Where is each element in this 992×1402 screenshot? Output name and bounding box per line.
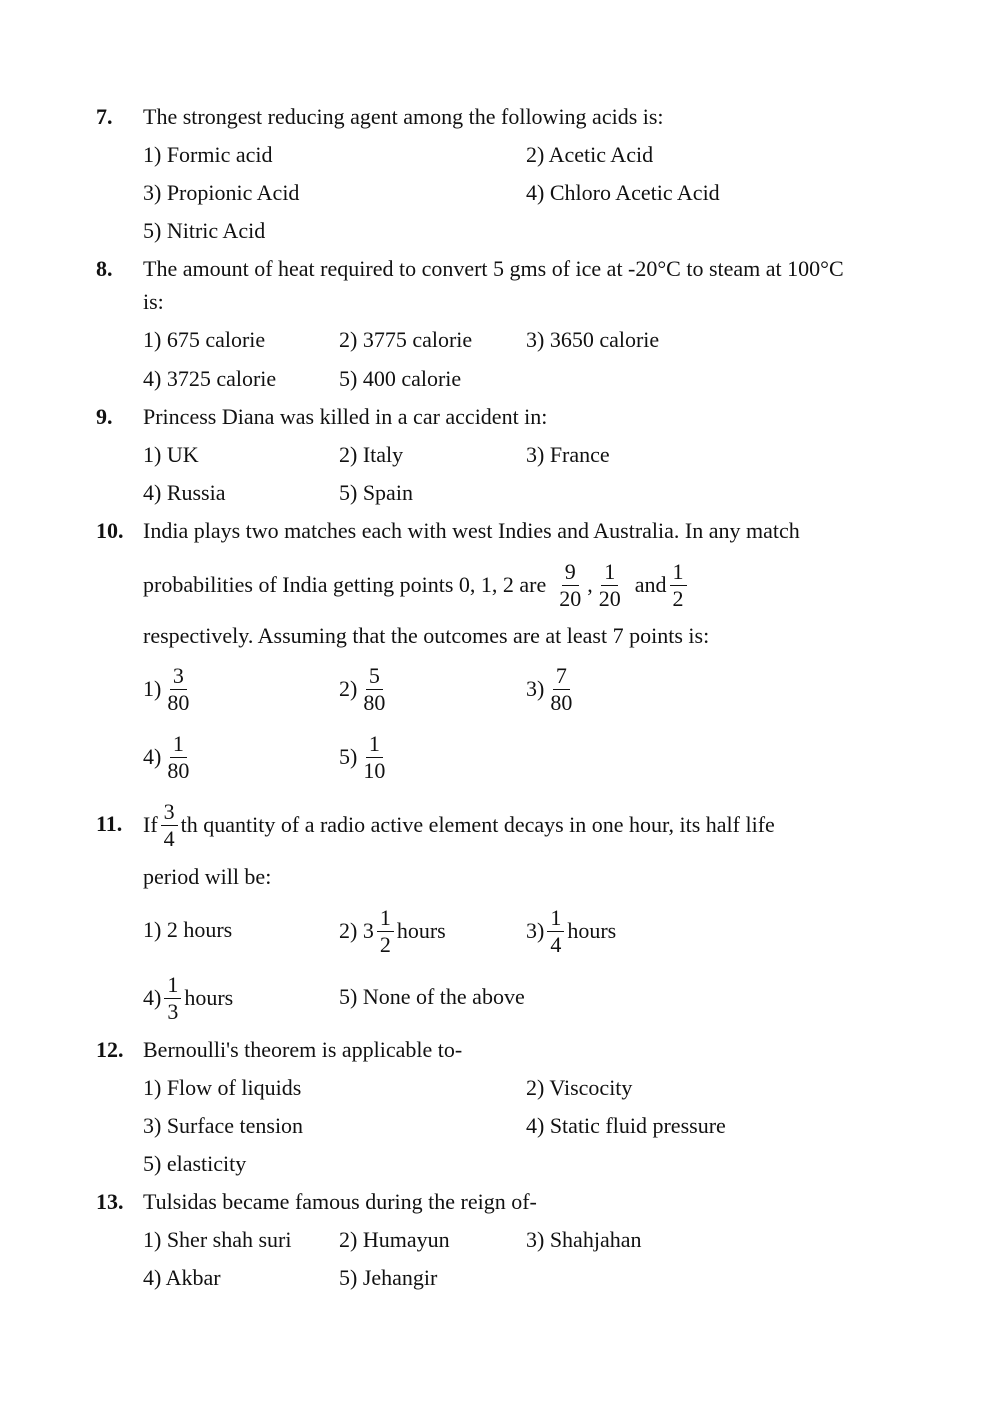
comma: ,: [587, 571, 593, 597]
option: 2) Humayun: [339, 1227, 450, 1252]
question-number: 13.: [96, 1189, 124, 1214]
fraction: [164, 732, 192, 781]
fraction-denominator: 80: [167, 689, 190, 715]
option: 5) None of the above: [339, 984, 525, 1009]
fraction-numerator: 1: [377, 906, 394, 931]
option: [339, 661, 391, 717]
option-suffix: hours: [567, 917, 617, 943]
fraction-numerator: 1: [164, 973, 181, 998]
option: 5) elasticity: [143, 1151, 247, 1176]
option: [339, 903, 446, 959]
option: 5) 400 calorie: [339, 366, 462, 391]
fraction-denominator: 80: [363, 689, 386, 715]
question-text: Tulsidas became famous during the reign of-: [143, 1189, 537, 1214]
option: 1) UK: [143, 442, 199, 467]
fraction-numerator: 1: [670, 560, 687, 585]
fraction: [547, 906, 564, 955]
option: [526, 903, 616, 959]
fraction-denominator: 4: [163, 825, 175, 851]
fraction-numerator: 3: [161, 800, 178, 825]
question-text: The strongest reducing agent among the following acids is:: [143, 104, 664, 129]
fraction-denominator: 20: [559, 585, 582, 611]
fraction-denominator: 80: [167, 757, 190, 783]
option: 1) Sher shah suri: [143, 1227, 292, 1252]
if-word: If: [143, 811, 158, 837]
option-suffix: hours: [396, 917, 446, 943]
fraction-numerator: 1: [547, 906, 564, 931]
option-label: 2): [339, 675, 358, 701]
option: 3) 3650 calorie: [526, 327, 660, 352]
fraction-numerator: 3: [170, 664, 187, 689]
fraction-denominator: 80: [550, 689, 573, 715]
question-number: 9.: [96, 404, 113, 429]
option-label: 2) 3: [339, 917, 374, 943]
fraction: [556, 560, 584, 609]
option: 3) Propionic Acid: [143, 180, 300, 205]
option: 1) Flow of liquids: [143, 1075, 302, 1100]
fraction: [377, 906, 394, 955]
option: 5) Jehangir: [339, 1265, 438, 1290]
option: [143, 970, 233, 1026]
option: 1) 2 hours: [143, 917, 233, 942]
question-text: is:: [143, 289, 164, 314]
option: 4) 3725 calorie: [143, 366, 277, 391]
fraction-denominator: 2: [672, 585, 684, 611]
fraction-denominator: 20: [598, 585, 621, 611]
fraction-numerator: 1: [170, 732, 187, 757]
option: 4) Akbar: [143, 1265, 221, 1290]
fraction: [547, 664, 575, 713]
option: 4) Static fluid pressure: [526, 1113, 726, 1138]
fraction-denominator: 3: [167, 998, 179, 1024]
option: 2) Viscocity: [526, 1075, 633, 1100]
question-text: The amount of heat required to convert 5 gms of ice at -20°C to steam at 100°C: [143, 256, 844, 281]
option-suffix: hours: [184, 984, 234, 1010]
option-label: 3): [526, 917, 545, 943]
question-text: India plays two matches each with west Indies and Australia. In any match: [143, 518, 800, 543]
option: 3) Shahjahan: [526, 1227, 642, 1252]
option-label: 5): [339, 743, 358, 769]
fraction-numerator: 9: [562, 560, 579, 585]
fraction-denominator: 4: [550, 931, 562, 957]
fraction: [360, 664, 388, 713]
option: [143, 729, 195, 785]
fraction: [161, 800, 178, 849]
question-number: 10.: [96, 518, 124, 543]
question-number: 8.: [96, 256, 113, 281]
fraction: [164, 973, 181, 1022]
question-text-with-fraction: [143, 797, 775, 853]
option: 4) Russia: [143, 480, 226, 505]
option: 2) Acetic Acid: [526, 142, 654, 167]
option: [339, 729, 391, 785]
fraction: [360, 732, 388, 781]
fraction: [164, 664, 192, 713]
question-number: 11.: [96, 811, 123, 836]
fraction-denominator: 2: [379, 931, 391, 957]
question-number: 12.: [96, 1037, 124, 1062]
option-label: 4): [143, 743, 162, 769]
question-text: respectively. Assuming that the outcomes are at least 7 points is:: [143, 623, 710, 648]
question-text: period will be:: [143, 864, 272, 889]
option: 3) France: [526, 442, 610, 467]
option: 4) Chloro Acetic Acid: [526, 180, 720, 205]
question-text: th quantity of a radio active element decays in one hour, its half life: [180, 811, 775, 837]
option: [143, 661, 195, 717]
question-text: Bernoulli's theorem is applicable to-: [143, 1037, 463, 1062]
option: 2) 3775 calorie: [339, 327, 473, 352]
option: 5) Spain: [339, 480, 413, 505]
option: 1) Formic acid: [143, 142, 273, 167]
and-word: and: [634, 571, 667, 597]
fraction-denominator: 10: [363, 757, 386, 783]
question-text: Princess Diana was killed in a car accident in:: [143, 404, 548, 429]
fraction-numerator: 5: [366, 664, 383, 689]
option-label: 3): [526, 675, 545, 701]
question-text: probabilities of India getting points 0, 1, 2 are: [143, 571, 547, 597]
fraction: [670, 560, 687, 609]
option: 1) 675 calorie: [143, 327, 266, 352]
fraction: [596, 560, 624, 609]
fraction-numerator: 7: [553, 664, 570, 689]
option: [526, 661, 578, 717]
fraction-numerator: 1: [601, 560, 618, 585]
option: 3) Surface tension: [143, 1113, 304, 1138]
fraction-numerator: 1: [366, 732, 383, 757]
question-text-with-fractions: [143, 557, 690, 613]
option: 2) Italy: [339, 442, 404, 467]
option-label: 4): [143, 984, 162, 1010]
question-number: 7.: [96, 104, 113, 129]
option: 5) Nitric Acid: [143, 218, 266, 243]
option-label: 1): [143, 675, 162, 701]
